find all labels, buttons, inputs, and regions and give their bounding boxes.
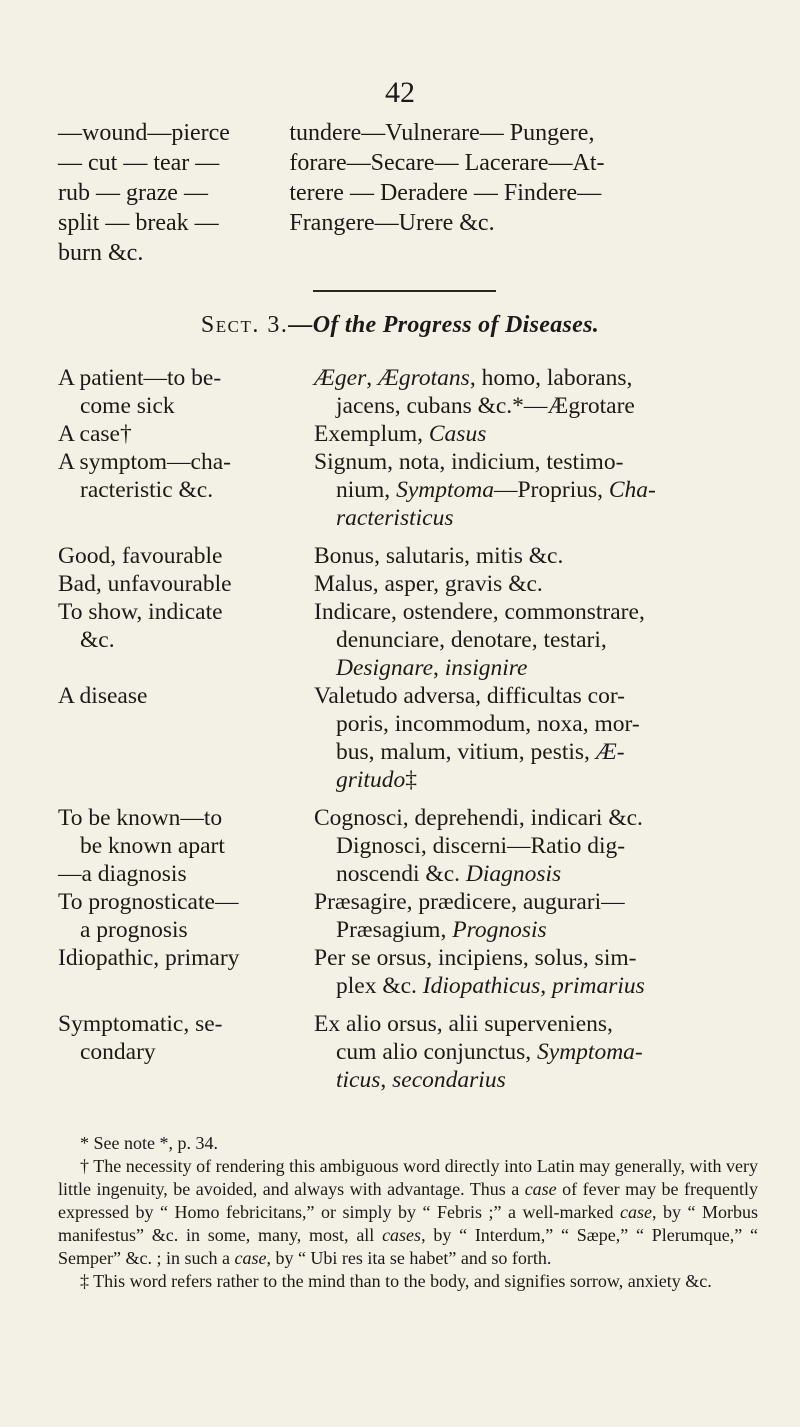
vocabulary-entry — [58, 542, 764, 570]
latin-line: denunciare, denotare, testari, — [336, 627, 607, 653]
vocabulary-entry — [58, 832, 764, 888]
latin-line: racteristicus — [336, 505, 454, 531]
footnote-double-dagger: ‡ This word refers rather to the mind than to the body, and signifies sorrow, anxiety &c. — [80, 1271, 712, 1291]
latin-equivalents — [314, 598, 764, 682]
english-term — [58, 682, 314, 794]
latin-line: Exemplum, Casus — [314, 421, 487, 447]
latin-line: Valetudo adversa, difficultas cor- — [314, 683, 626, 709]
latin-line: nium, Symptoma—Proprius, Cha- — [336, 477, 656, 503]
vocabulary-entry — [58, 448, 764, 532]
latin-line: poris, incommodum, noxa, mor- — [336, 711, 640, 737]
vocabulary-entry — [58, 888, 764, 944]
term-line: A symptom—cha- — [58, 449, 231, 475]
latin-line: Bonus, salutaris, mitis &c. — [314, 543, 564, 569]
english-line: split — break — — [58, 210, 219, 236]
latin-line: forare—Secare— Lacerare—At- — [289, 150, 605, 176]
term-line: Bad, unfavourable — [58, 571, 232, 597]
english-term — [58, 598, 314, 682]
latin-equivalents — [314, 888, 764, 944]
english-line: — cut — tear — — [58, 150, 220, 176]
english-line: —wound—pierce — [58, 120, 230, 146]
latin-line: Dignosci, discerni—Ratio dig- — [336, 833, 626, 859]
latin-line: Per se orsus, incipiens, solus, sim- — [314, 945, 637, 971]
latin-line: cum alio conjunctus, Symptoma- — [336, 1039, 643, 1065]
latin-line: Signum, nota, indicium, testimo- — [314, 449, 624, 475]
term-line: A disease — [58, 683, 148, 709]
latin-line: jacens, cubans &c.*—Ægrotare — [336, 393, 635, 419]
term-line: Idiopathic, primary — [58, 945, 240, 971]
vocabulary-entry — [58, 944, 764, 1000]
latin-line: ticus, secondarius — [336, 1067, 506, 1093]
term-line: condary — [80, 1039, 156, 1065]
section-heading — [0, 312, 800, 339]
footnote-dagger: † The necessity of rendering this ambiguous word directly into Latin may generally, with very little ingenuity, be avoided, and always with advantage. Thus a case of fever may be frequently expressed by “ Homo febricitans,” or simply by “ Febris ;” a well-marked case, by “ Morbus manifestus” &c. in some, many, most, all cases, by “ Interdum,” “ Sæpe,” “ Plerumque,” “ Semper” &c. ; in such a case, by “ Ubi res ita se habet” and so forth. — [58, 1156, 758, 1268]
english-line: rub — graze — — [58, 180, 208, 206]
latin-line: terere — Deradere — Findere— — [289, 180, 602, 206]
latin-equivalents — [314, 1010, 764, 1094]
latin-line: Indicare, ostendere, commonstrare, — [314, 599, 645, 625]
term-line: —a diagnosis — [58, 861, 187, 887]
latin-line: Æger, Ægrotans, homo, laborans, — [314, 365, 633, 391]
vocabulary-entry — [58, 598, 764, 682]
latin-line: Designare, insignire — [336, 655, 528, 681]
continued-vocabulary — [58, 118, 758, 268]
latin-line: tundere—Vulnerare— Pungere, — [289, 120, 595, 146]
latin-line: gritudo‡ — [336, 767, 417, 793]
latin-line: Malus, asper, gravis &c. — [314, 571, 543, 597]
latin-equivalents — [314, 804, 764, 832]
footnotes — [58, 1132, 758, 1293]
term-line: Good, favourable — [58, 543, 223, 569]
english-term — [58, 1010, 314, 1094]
latin-equivalents — [314, 448, 764, 532]
term-line: a prognosis — [80, 917, 188, 943]
latin-line: Cognosci, deprehendi, indicari &c. — [314, 805, 643, 831]
english-term — [58, 944, 314, 1000]
english-line: burn &c. — [58, 240, 144, 266]
vocabulary-entry — [58, 364, 764, 420]
english-term — [58, 542, 314, 570]
latin-equivalents — [314, 542, 764, 570]
vocabulary-entry — [58, 682, 764, 794]
latin-line: bus, malum, vitium, pestis, Æ- — [336, 739, 625, 765]
latin-line: noscendi &c. Diagnosis — [336, 861, 562, 887]
latin-equivalents — [314, 364, 764, 420]
vocabulary-entry — [58, 570, 764, 598]
vocabulary-entry — [58, 1010, 764, 1094]
latin-column — [289, 118, 758, 268]
english-column — [58, 118, 289, 268]
english-term — [58, 570, 314, 598]
section-title: —Of the Progress of Diseases. — [288, 312, 600, 338]
page-number: 42 — [385, 76, 415, 109]
english-term — [58, 832, 314, 888]
english-term — [58, 888, 314, 944]
english-term — [58, 364, 314, 420]
term-line: A case† — [58, 421, 132, 447]
term-line: A patient—to be- — [58, 365, 222, 391]
latin-line: Præsagire, prædicere, augurari— — [314, 889, 625, 915]
latin-equivalents — [314, 832, 764, 888]
section-number: Sect. 3. — [200, 312, 289, 338]
latin-equivalents — [314, 570, 764, 598]
latin-line: Ex alio orsus, alii superveniens, — [314, 1011, 613, 1037]
term-line: To prognosticate— — [58, 889, 239, 915]
footnote-star: * See note *, p. 34. — [80, 1133, 218, 1153]
latin-equivalents — [314, 420, 764, 448]
term-line: &c. — [80, 627, 115, 653]
vocabulary-entry — [58, 804, 764, 832]
latin-line: plex &c. Idiopathicus, primarius — [336, 973, 645, 999]
latin-line: Præsagium, Prognosis — [336, 917, 547, 943]
term-line: be known apart — [80, 833, 225, 859]
english-term — [58, 804, 314, 832]
latin-equivalents — [314, 944, 764, 1000]
term-line: racteristic &c. — [80, 477, 214, 503]
latin-line: Frangere—Urere &c. — [289, 210, 495, 236]
section-divider — [313, 290, 496, 292]
vocabulary-list — [58, 364, 764, 1094]
vocabulary-entry — [58, 420, 764, 448]
english-term — [58, 420, 314, 448]
latin-equivalents — [314, 682, 764, 794]
term-line: come sick — [80, 393, 175, 419]
term-line: To be known—to — [58, 805, 223, 831]
english-term — [58, 448, 314, 532]
term-line: To show, indicate — [58, 599, 223, 625]
term-line: Symptomatic, se- — [58, 1011, 223, 1037]
